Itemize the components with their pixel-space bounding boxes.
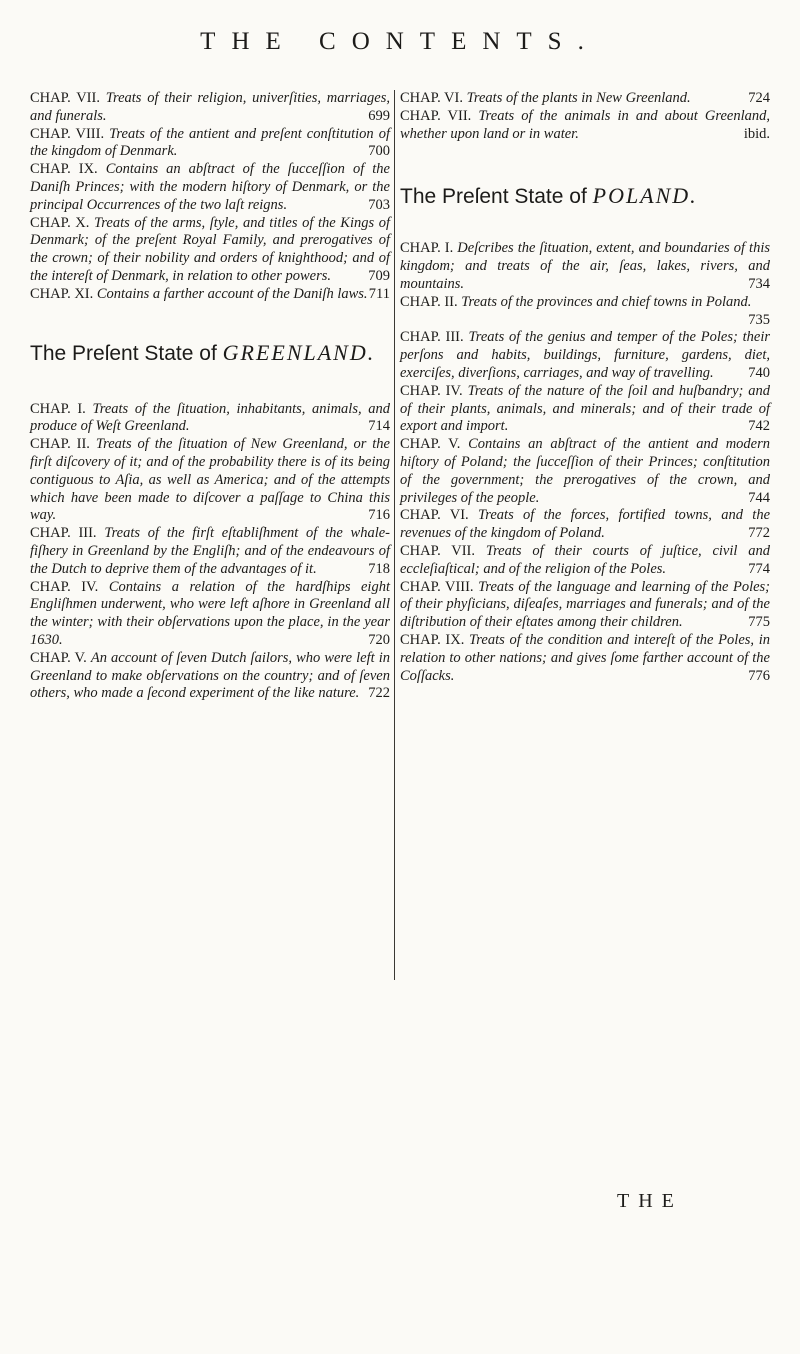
- section-title-name: POLAND.: [592, 183, 698, 209]
- page-number: 720: [368, 631, 390, 648]
- page-number: 734: [748, 275, 770, 292]
- toc-entry: [400, 436, 770, 507]
- chapter-number: CHAP. V.: [30, 649, 87, 666]
- chapter-description: Treats of the genius and temper of the Poles; their perſons and habits, buildings, furniture, gardens, diet, exerciſes, diverſions, carriages, and way of travelling.: [400, 329, 771, 381]
- chapter-description: Treats of their religion, univerſities, marriages, and funerals.: [30, 90, 390, 124]
- page-number: 703: [368, 196, 390, 213]
- toc-entry: [30, 401, 390, 437]
- page-number: 735: [748, 311, 770, 328]
- page-number: 742: [748, 418, 770, 435]
- toc-entry: [400, 108, 770, 144]
- chapter-description: Treats of the condition and intereſt of the Poles, in relation to other nations; and gives ſome farther account of the Coſſacks.: [400, 631, 771, 684]
- chapter-description: Treats of their courts of juſtice, civil and eccleſiaſtical; and of the religion of the Poles.: [400, 542, 770, 577]
- poland-section-title: [400, 183, 770, 210]
- chapter-number: CHAP. XI.: [30, 285, 94, 302]
- chapter-description: Treats of the language and learning of the Poles; of their phyſicians, diſeaſes, marriages and funerals; and of the diſtribution of their eſtates among their children.: [400, 578, 771, 631]
- running-header: THE CONTENTS.: [200, 28, 600, 55]
- page-number: 724: [748, 90, 770, 106]
- page-number: 700: [368, 143, 390, 160]
- toc-entry: [30, 525, 390, 578]
- toc-entry: [400, 383, 770, 436]
- section-title-prefix: The Preſent State of: [400, 185, 587, 209]
- chapter-number: CHAP. III.: [400, 329, 464, 346]
- chapter-number: CHAP. X.: [30, 214, 90, 231]
- right-entries-top: [400, 90, 770, 143]
- catchword: THE: [617, 1190, 683, 1212]
- left-entries-bottom: [30, 401, 390, 704]
- chapter-description: Treats of the arms, ſtyle, and titles of the Kings of Denmark; of the preſent Royal Family, and prerogatives of the crown; of their nobility and orders of knighthood; and of the intereſt of Denmark, in relation to other powers.: [30, 214, 391, 284]
- toc-entry: [400, 632, 770, 685]
- toc-entry: [400, 543, 770, 579]
- page-number: 722: [368, 685, 390, 702]
- chapter-number: CHAP. I.: [30, 400, 86, 417]
- toc-entry: [400, 90, 770, 108]
- chapter-number: CHAP. II.: [30, 436, 90, 453]
- column-divider: [394, 90, 395, 980]
- chapter-number: CHAP. VII.: [400, 542, 475, 559]
- chapter-number: CHAP. II.: [400, 293, 458, 310]
- toc-entry: [400, 294, 770, 330]
- chapter-description: An account of ſeven Dutch ſailors, who were left in Greenland to make obſervations on the country; and of ſeven others, who made a ſecond experiment of the like nature.: [30, 649, 390, 702]
- section-title-prefix: The Preſent State of: [30, 341, 217, 365]
- toc-entry: [30, 436, 390, 525]
- chapter-description: Contains a relation of the hardſhips eight Engliſhmen underwent, who were left aſhore in Greenland all the winter; with their obſervations upon the place, in the year 1630.: [30, 578, 390, 648]
- chapter-number: CHAP. IV.: [30, 578, 99, 595]
- chapter-number: CHAP. IX.: [30, 161, 98, 178]
- left-column: [30, 90, 390, 703]
- chapter-number: CHAP. VI.: [400, 90, 463, 106]
- chapter-description: Treats of the provinces and chief towns in Poland.: [461, 293, 752, 310]
- chapter-description: Treats of the nature of the ſoil and huſbandry; and of their plants, animals, and minerals; and of their trade of export and import.: [400, 382, 770, 435]
- chapter-description: Contains a farther account of the Daniſh laws.: [96, 285, 368, 302]
- page-number: 699: [368, 107, 390, 124]
- toc-entry: [400, 240, 770, 293]
- chapter-number: CHAP. IV.: [400, 382, 463, 399]
- greenland-section-title: [30, 340, 390, 367]
- chapter-description: Contains an abſtract of the ſucceſſion of the Daniſh Princes; with the modern hiſtory of Denmark, or the principal Occurrences of the two laſt reigns.: [30, 161, 390, 213]
- chapter-description: Contains an abſtract of the antient and modern hiſtory of Poland; the ſucceſſion of their Princes; conſtitution of the government; the prerogatives of the crown, and privileges of the people.: [400, 436, 770, 506]
- page-number: 709: [368, 267, 390, 284]
- chapter-description: Treats of the animals in and about Greenland, whether upon land or in water.: [400, 107, 770, 142]
- right-column: [400, 90, 770, 685]
- toc-entry: [30, 126, 390, 162]
- chapter-description: Treats of the firſt eſtabliſhment of the whale-fiſhery in Greenland by the Engliſh; and of the endeavours of the Dutch to deprive them of the advantages of it.: [30, 525, 390, 577]
- page-number: 774: [748, 560, 770, 577]
- toc-entry: [30, 579, 390, 650]
- toc-entry: [30, 215, 390, 286]
- page-number: 711: [368, 285, 390, 302]
- toc-entry: [400, 579, 770, 632]
- chapter-number: CHAP. VIII.: [400, 578, 474, 595]
- toc-entry: [30, 286, 390, 304]
- chapter-number: CHAP. VII.: [400, 107, 472, 124]
- page-number: ibid.: [743, 125, 770, 142]
- page-number: 776: [748, 667, 770, 684]
- left-entries-top: [30, 90, 390, 304]
- page-number: 775: [748, 614, 770, 631]
- page-number: 718: [368, 560, 390, 577]
- chapter-number: CHAP. VI.: [400, 507, 469, 524]
- toc-entry: [400, 507, 770, 543]
- toc-entry: [400, 329, 770, 382]
- toc-entry: [30, 650, 390, 703]
- chapter-description: Treats of the antient and preſent conſtitution of the kingdom of Denmark.: [30, 125, 390, 160]
- chapter-number: CHAP. I.: [400, 240, 454, 257]
- right-entries-bottom: [400, 240, 770, 685]
- toc-entry: [30, 161, 390, 214]
- chapter-number: CHAP. III.: [30, 525, 97, 542]
- chapter-description: Treats of the plants in New Greenland.: [466, 90, 691, 106]
- page-number: 772: [748, 525, 770, 542]
- chapter-number: CHAP. V.: [400, 436, 461, 453]
- chapter-description: Treats of the ſituation of New Greenland, or the firſt diſcovery of it; and of the probability there is of its being contiguous to Aſia, as well as America; and of the attempts which have been made to diſcover a paſſage to China this way.: [30, 436, 390, 524]
- page-number: 744: [748, 489, 770, 506]
- chapter-description: Treats of the forces, fortified towns, and the revenues of the kingdom of Poland.: [400, 507, 771, 542]
- chapter-description: Deſcribes the ſituation, extent, and boundaries of this kingdom; and treats of the air, ſeas, lakes, rivers, and mountains.: [400, 240, 771, 292]
- page-number: 740: [748, 364, 770, 381]
- page-number: 714: [368, 418, 390, 435]
- toc-entry: [30, 90, 390, 126]
- chapter-description: Treats of the ſituation, inhabitants, animals, and produce of Weſt Greenland.: [30, 400, 390, 435]
- chapter-number: CHAP. VIII.: [30, 125, 105, 142]
- page-number: 716: [368, 507, 390, 524]
- chapter-number: CHAP. IX.: [400, 631, 465, 648]
- chapter-number: CHAP. VII.: [30, 90, 100, 106]
- section-title-name: GREENLAND.: [222, 339, 376, 365]
